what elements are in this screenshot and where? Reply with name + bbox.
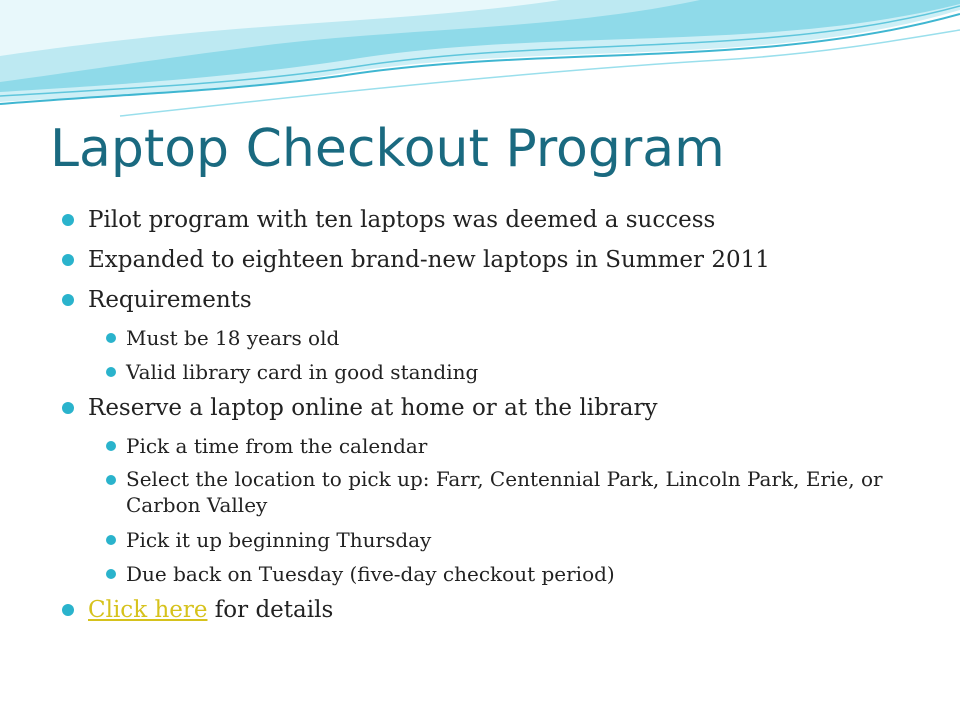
bullet-icon [106, 475, 116, 485]
list-item [60, 204, 940, 236]
slide-title: Laptop Checkout Program [50, 119, 725, 179]
list-item [60, 244, 940, 276]
list-item-text: Expanded to eighteen brand-new laptops in Summer 2011 [88, 247, 770, 273]
bullet-icon [62, 604, 74, 616]
list-item-text: Requirements [88, 287, 252, 313]
details-suffix: for details [207, 597, 334, 623]
bullet-list [60, 204, 940, 634]
list-item [60, 392, 940, 424]
bullet-icon [106, 333, 116, 343]
sub-list-item [60, 560, 940, 588]
details-link[interactable]: Click here [88, 597, 208, 623]
sub-list-item [60, 466, 940, 518]
list-item [60, 284, 940, 316]
header-wave-decoration [0, 0, 960, 130]
sub-list-item-text: Select the location to pick up: Farr, Centennial Park, Lincoln Park, Erie, or Carbon Valley [126, 467, 883, 517]
list-item-details [60, 594, 940, 626]
sub-list-item-text: Pick a time from the calendar [126, 434, 428, 458]
sub-list-item-text: Must be 18 years old [126, 326, 340, 350]
bullet-icon [62, 254, 74, 266]
bullet-icon [106, 535, 116, 545]
bullet-icon [106, 441, 116, 451]
bullet-icon [62, 294, 74, 306]
bullet-icon [106, 367, 116, 377]
sub-list-item [60, 324, 940, 352]
sub-list-item [60, 526, 940, 554]
sub-list-item-text: Pick it up beginning Thursday [126, 528, 432, 552]
list-item-text: Pilot program with ten laptops was deemed a success [88, 207, 716, 233]
bullet-icon [106, 569, 116, 579]
list-item-text: Reserve a laptop online at home or at the library [88, 395, 658, 421]
sub-list-item-text: Due back on Tuesday (five-day checkout period) [126, 562, 615, 586]
sub-list-item [60, 432, 940, 460]
sub-list-item [60, 358, 940, 386]
bullet-icon [62, 214, 74, 226]
bullet-icon [62, 402, 74, 414]
sub-list-item-text: Valid library card in good standing [126, 360, 479, 384]
